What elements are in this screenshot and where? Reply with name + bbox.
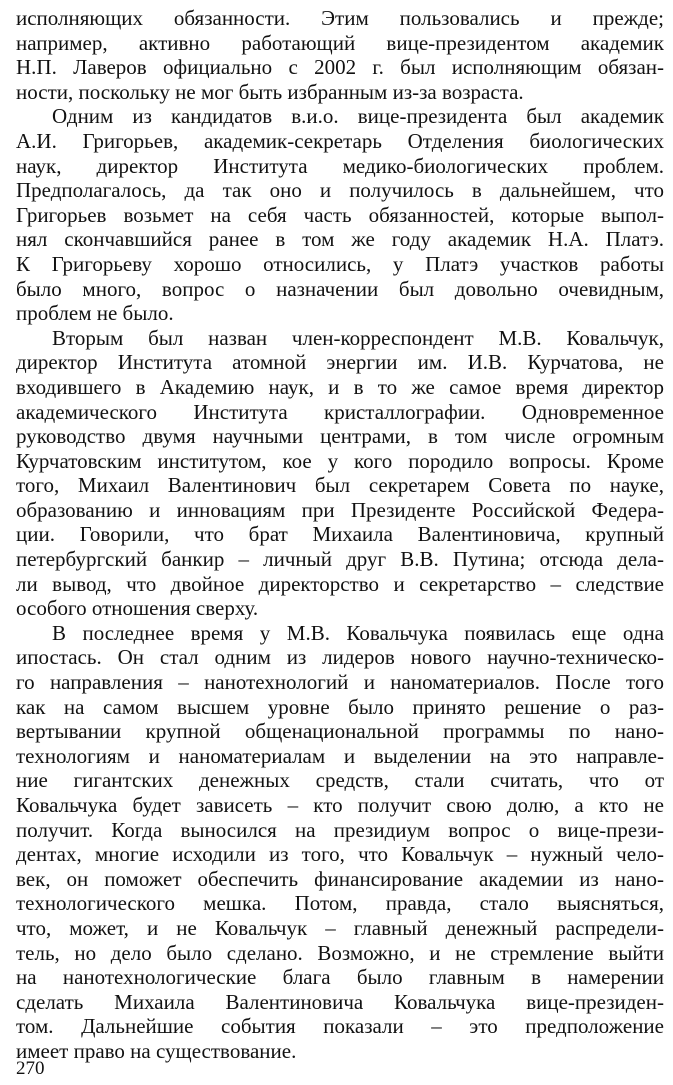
text-line: например, активно работающий вице-президентом академик [16, 30, 664, 55]
text-line: Вторым был назван член-корреспондент М.В. Ковальчук, [52, 325, 664, 350]
text-line: ипостась. Он стал одним из лидеров нового научно-техническо- [16, 645, 664, 670]
text-line: директор Института атомной энергии им. И.В. Курчатова, не [16, 350, 664, 375]
text-line: Н.П. Лаверов официально с 2002 г. был исполняющим обязан- [16, 55, 664, 80]
text-line: вертывании крупной общенациональной программы по нано- [16, 719, 664, 744]
text-line: особого отношения сверху. [16, 596, 259, 621]
text-line: В последнее время у М.В. Ковальчука появилась еще одна [52, 620, 664, 645]
text-line: ли вывод, что двойное директорство и секретарство – следствие [16, 571, 664, 596]
text-line: получит. Когда выносился на президиум вопрос о вице-прези- [16, 817, 664, 842]
text-line: Григорьев возьмет на себя часть обязанностей, которые выпол- [16, 202, 664, 227]
paragraph-1 [16, 6, 664, 104]
text-line: нял скончавшийся ранее в том же году академик Н.А. Платэ. [16, 227, 664, 252]
text-line: Одним из кандидатов в.и.о. вице-президента был академик [52, 104, 664, 129]
page-number: 270 [16, 1058, 45, 1079]
text-line: ние гигантских денежных средств, стали считать, что от [16, 768, 664, 793]
body-text [16, 6, 664, 1064]
text-line: входившего в Академию наук, и в то же самое время директор [16, 374, 664, 399]
text-line: проблем не было. [16, 301, 174, 326]
text-line: имеет право на существование. [16, 1038, 297, 1063]
text-line: ции. Говорили, что брат Михаила Валентиновича, крупный [16, 522, 664, 547]
text-line: было много, вопрос о назначении был довольно очевидным, [16, 276, 664, 301]
text-line: тель, но дело было сделано. Возможно, и не стремление выйти [16, 940, 664, 965]
text-line: Курчатовским институтом, кое у кого породило вопросы. Кроме [16, 448, 664, 473]
text-line: го направления – нанотехнологий и наноматериалов. После того [16, 670, 664, 695]
paragraph-4 [16, 621, 664, 1064]
text-line: Предполагалось, да так оно и получилось в дальнейшем, что [16, 178, 664, 203]
text-line: образованию и инновациям при Президенте Российской Федера- [16, 497, 664, 522]
paragraph-2 [16, 104, 664, 325]
text-line: на нанотехнологические блага было главным в намерении [16, 965, 664, 990]
text-line: век, он поможет обеспечить финансирование академии из нано- [16, 866, 664, 891]
text-line: ности, поскольку не мог быть избранным из-за возраста. [16, 79, 524, 104]
text-line: исполняющих обязанности. Этим пользовались и прежде; [16, 6, 664, 30]
text-line: что, может, и не Ковальчук – главный денежный распредели- [16, 915, 664, 940]
text-line: петербургский банкир – личный друг В.В. Путина; отсюда дела- [16, 547, 664, 572]
text-line: Ковальчука будет зависеть – кто получит свою долю, а кто не [16, 793, 664, 817]
text-line: том. Дальнейшие события показали – это предположение [16, 1014, 664, 1039]
text-line: А.И. Григорьев, академик-секретарь Отделения биологических [16, 128, 664, 153]
text-line: того, Михаил Валентинович был секретарем Совета по науке, [16, 473, 664, 498]
text-line: дентах, многие исходили из того, что Ковальчук – нужный чело- [16, 842, 664, 867]
text-line: наук, директор Института медико-биологических проблем. [16, 153, 664, 178]
text-line: сделать Михаила Валентиновича Ковальчука вице-президен- [16, 989, 664, 1014]
text-line: руководство двумя научными центрами, в том числе огромным [16, 424, 664, 449]
text-line: К Григорьеву хорошо относились, у Платэ участков работы [16, 251, 664, 276]
text-line: технологического мешка. Потом, правда, стало выясняться, [16, 891, 664, 916]
text-line: как на самом высшем уровне было принято решение о раз- [16, 694, 664, 719]
text-line: технологиям и наноматериалам и выделении на это направле- [16, 743, 664, 768]
text-line: академического Института кристаллографии. Одновременное [16, 399, 664, 424]
paragraph-3 [16, 326, 664, 621]
